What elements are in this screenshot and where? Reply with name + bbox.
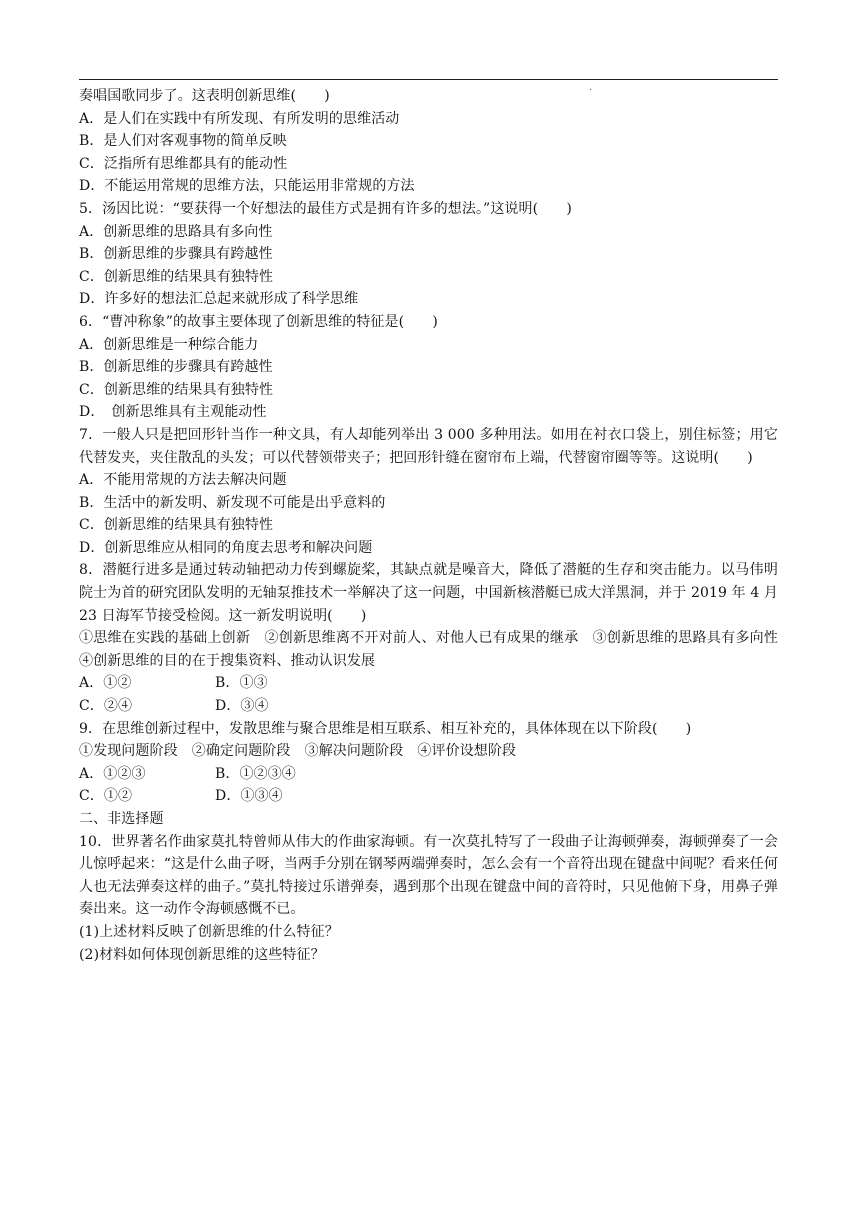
q5-option-b: B．创新思维的步骤具有跨越性	[79, 246, 273, 263]
q8-options-row-1	[79, 672, 778, 695]
q9-option-d: D．①③④	[215, 788, 283, 805]
q9-option-a: A．①②③	[79, 765, 146, 782]
q4-option-c: C．泛指所有思维都具有的能动性	[79, 155, 288, 172]
q7-option-d: D．创新思维应从相同的角度去思考和解决问题	[79, 539, 373, 556]
q4-continuation: 奏唱国歌同步了。这表明创新思维( )	[79, 88, 330, 104]
question-7: 7．一般人只是把回形针当作一种文具，有人却能列举出 3 000 多种用法。如用在衬衣口袋上，别住标签；用它代替发夹，夹住散乱的头发；可以代替领带夹子；把回形针缝在窗帘布上端，代替窗帘圈等等。这说明( )	[79, 426, 778, 466]
q8-options-row-2	[79, 695, 778, 718]
question-5: 5．汤因比说：“要获得一个好想法的最佳方式是拥有许多的想法。”这说明( )	[79, 200, 572, 217]
question-9: 9．在思维创新过程中，发散思维与聚合思维是相互联系、相互补充的，具体体现在以下阶段( )	[79, 720, 692, 737]
q9-options-row-1	[79, 763, 778, 786]
q8-statements: ①思维在实践的基础上创新 ②创新思维离不开对前人、对他人已有成果的继承 ③创新思维的思路具有多向性 ④创新思维的目的在于搜集资料、推动认识发展	[79, 630, 793, 669]
q9-statements: ①发现问题阶段 ②确定问题阶段 ③解决问题阶段 ④评价设想阶段	[79, 743, 517, 760]
q8-option-c: C．②④	[79, 698, 133, 715]
q5-option-a: A．创新思维的思路具有多向性	[79, 223, 273, 240]
q8-option-d: D．③④	[215, 698, 269, 715]
q7-option-a: A．不能用常规的方法去解决问题	[79, 472, 287, 489]
q4-option-b: B．是人们对客观事物的简单反映	[79, 133, 287, 150]
q10-subquestion-2: (2)材料如何体现创新思维的这些特征？	[79, 946, 325, 963]
q4-option-a: A．是人们在实践中有所发现、有所发明的思维活动	[79, 110, 400, 127]
header-rule	[79, 79, 778, 80]
q10-subquestion-1: (1)上述材料反映了创新思维的什么特征？	[79, 923, 339, 940]
section-heading-non-choice: 二、非选择题	[79, 811, 164, 827]
question-10: 10．世界著名作曲家莫扎特曾师从伟大的作曲家海顿。有一次莫扎特写了一段曲子让海顿弹奏，海顿弹奏了一会儿惊呼起来：“这是什么曲子呀，当两手分别在钢琴两端弹奏时，怎么会有一个音符出现在键盘中间呢？看来任何人也无法弹奏这样的曲子。”莫扎特接过乐谱弹奏，遇到那个出现在键盘中间的音符时，只见他俯下身，用鼻子弹奏出来。这一动作令海顿感慨不已。	[79, 833, 778, 918]
q9-option-c: C．①②	[79, 788, 133, 805]
q9-options-row-2	[79, 785, 778, 808]
q6-option-a: A．创新思维是一种综合能力	[79, 336, 259, 353]
q8-option-b: B．①③	[215, 675, 268, 692]
q5-option-c: C．创新思维的结果具有独特性	[79, 268, 274, 285]
document-body	[79, 85, 793, 966]
q7-option-c: C．创新思维的结果具有独特性	[79, 517, 274, 534]
question-6: 6．“曹冲称象”的故事主要体现了创新思维的特征是( )	[79, 313, 438, 330]
q6-option-d: D． 创新思维具有主观能动性	[79, 404, 267, 421]
header-dot: ·	[589, 85, 593, 96]
q6-option-c: C．创新思维的结果具有独特性	[79, 381, 274, 398]
q4-option-d: D．不能运用常规的思维方法，只能运用非常规的方法	[79, 178, 415, 195]
q6-option-b: B．创新思维的步骤具有跨越性	[79, 359, 273, 376]
q8-option-a: A．①②	[79, 675, 132, 692]
q9-option-b: B．①②③④	[215, 765, 296, 782]
q7-option-b: B．生活中的新发明、新发现不可能是出乎意料的	[79, 494, 386, 511]
question-8: 8．潜艇行进多是通过转动轴把动力传到螺旋桨，其缺点就是噪音大，降低了潜艇的生存和突击能力。以马伟明院士为首的研究团队发明的无轴泵推技术一举解决了这一问题，中国新核潜艇已成大洋黑洞，并于 2019 年 4 月 23 日海军节接受检阅。这一新发明说明( )	[79, 562, 778, 624]
q5-option-d: D．许多好的想法汇总起来就形成了科学思维	[79, 291, 359, 308]
